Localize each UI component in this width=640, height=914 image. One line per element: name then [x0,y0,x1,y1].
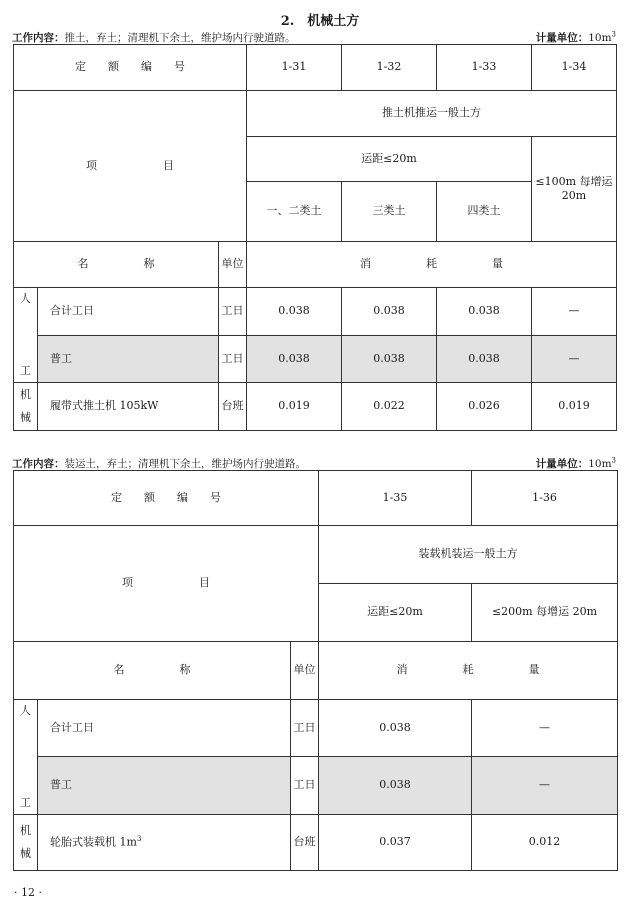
unit-label: 单位 [219,242,247,288]
row-value: 0.012 [472,815,618,871]
row-value: 0.038 [247,288,342,336]
consumption-label: 消 耗 量 [247,242,617,288]
extra-distance-label: ≤200m 每增运 20m [472,584,618,642]
group-label: 推土机推运一般土方 [247,91,617,137]
row-name: 轮胎式装载机 $1m^3$ [38,815,291,871]
row-name: 普工 [38,757,291,815]
group-row [14,91,617,137]
row-unit: 台班 [219,383,247,431]
soil-class-3: 三类土 [342,182,437,242]
row-value: 0.038 [437,288,532,336]
row-name: 合计工日 [38,700,291,757]
row-value: 0.019 [247,383,342,431]
table-row [14,757,618,815]
code-1-33: 1-33 [437,45,532,91]
item-label: 项 目 [14,526,319,642]
row-name: 普工 [38,335,219,383]
table-row [14,288,617,336]
name-header-row [14,242,617,288]
row-unit: 工日 [219,335,247,383]
row-value: 0.019 [532,383,617,431]
row-value: 0.038 [319,757,472,815]
row-value: 0.038 [437,335,532,383]
item-label: 项 目 [14,91,247,242]
section-title: 2. 机械土方 [280,14,360,29]
name-label: 名 称 [14,642,291,700]
row-name: 履带式推土机 105kW [38,383,219,431]
consumption-label: 消 耗 量 [319,642,618,700]
soil-class-1-2: 一、二类土 [247,182,342,242]
distance-label: 运距≤20m [319,584,472,642]
row-unit: 工日 [219,288,247,336]
work-content-2: 工作内容：装运土，弃土；清理机下余土，维护场内行驶道路。 [12,458,306,470]
measure-unit-2: 计量单位：$10m^3$ [535,456,616,470]
table-row [14,815,618,871]
row-value: 0.037 [319,815,472,871]
code-1-34: 1-34 [532,45,617,91]
code-1-31: 1-31 [247,45,342,91]
distance-label: 运距≤20m [247,137,532,182]
row-unit: 工日 [291,757,319,815]
category-machine: 机 械 [14,383,38,431]
code-label: 定 额 编 号 [14,45,247,91]
table-row [14,700,618,757]
soil-class-4: 四类土 [437,182,532,242]
unit-label: 单位 [291,642,319,700]
measure-unit-1: 计量单位：$10m^3$ [535,30,616,44]
code-1-36: 1-36 [472,471,618,526]
page-number: · 12 · [14,886,42,899]
code-label: 定 额 编 号 [14,471,319,526]
code-1-32: 1-32 [342,45,437,91]
row-value: 0.038 [342,288,437,336]
row-value: 0.038 [319,700,472,757]
row-value: — [472,757,618,815]
group-label: 装载机装运一般土方 [319,526,618,584]
table-row [14,335,617,383]
row-value: 0.022 [342,383,437,431]
row-value: — [532,288,617,336]
row-unit: 工日 [291,700,319,757]
code-row [14,471,618,526]
code-row [14,45,617,91]
table-row [14,383,617,431]
row-value: — [532,335,617,383]
row-unit: 台班 [291,815,319,871]
code-1-35: 1-35 [319,471,472,526]
category-labor: 人 工 [14,700,38,815]
row-value: 0.038 [247,335,342,383]
quota-table-2 [13,470,618,871]
work-content-1: 工作内容：推土，弃土；清理机下余土，维护场内行驶道路。 [12,32,296,44]
name-header-row [14,642,618,700]
category-machine: 机 械 [14,815,38,871]
quota-table-1 [13,44,617,431]
row-value: — [472,700,618,757]
name-label: 名 称 [14,242,219,288]
row-value: 0.038 [342,335,437,383]
row-name: 合计工日 [38,288,219,336]
category-labor: 人 工 [14,288,38,383]
extra-distance-label: ≤100m 每增运 20m [532,137,617,242]
row-value: 0.026 [437,383,532,431]
group-row [14,526,618,584]
